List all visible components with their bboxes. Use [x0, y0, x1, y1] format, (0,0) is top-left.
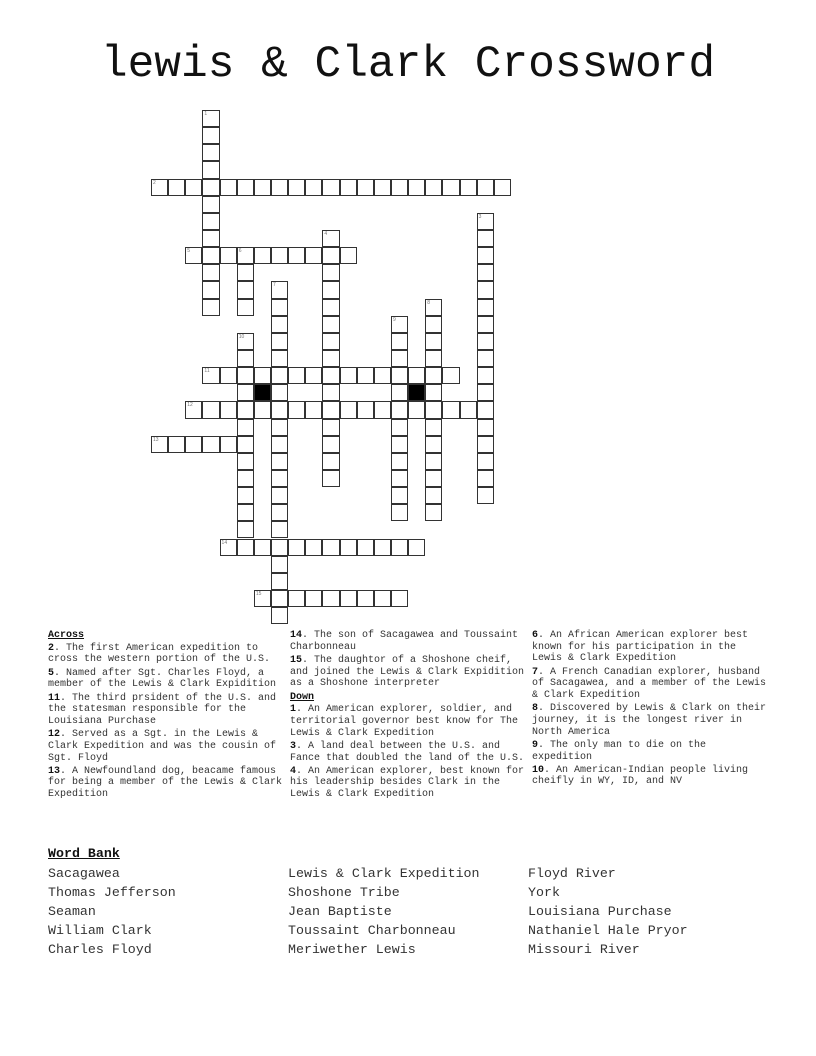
grid-cell[interactable]: [202, 110, 219, 127]
grid-cell[interactable]: [425, 487, 442, 504]
grid-cell[interactable]: [322, 419, 339, 436]
grid-cell[interactable]: [237, 367, 254, 384]
grid-cell[interactable]: [460, 179, 477, 196]
grid-cell[interactable]: [357, 401, 374, 418]
word-bank-item: Charles Floyd: [48, 942, 152, 957]
grid-cell[interactable]: [185, 179, 202, 196]
cell-number: 6: [238, 248, 242, 255]
grid-cell[interactable]: [477, 453, 494, 470]
down-clue-9: 9. The only man to die on the expedition: [532, 739, 707, 763]
word-bank-item: York: [528, 885, 560, 900]
grid-cell[interactable]: [442, 401, 459, 418]
grid-cell[interactable]: [322, 264, 339, 281]
grid-cell[interactable]: [305, 539, 322, 556]
across-clue-12: 12. Served as a Sgt. in the Lewis & Clark Expedition and was the cousin of Sgt. Floyd: [48, 729, 277, 764]
grid-cell[interactable]: [391, 470, 408, 487]
grid-cell[interactable]: [322, 470, 339, 487]
clue-number: 15: [290, 654, 303, 666]
grid-cell[interactable]: [322, 453, 339, 470]
grid-cell[interactable]: [357, 367, 374, 384]
cell-number: 15: [255, 590, 262, 597]
grid-cell[interactable]: [477, 230, 494, 247]
grid-cell[interactable]: [477, 213, 494, 230]
grid-cell[interactable]: [237, 333, 254, 350]
grid-cell[interactable]: [271, 333, 288, 350]
grid-cell[interactable]: [185, 436, 202, 453]
grid-cell[interactable]: [477, 299, 494, 316]
grid-cell[interactable]: [237, 521, 254, 538]
across-clue-15: 15. The daughtor of a Shoshone cheif, and joined the Lewis & Clark Expidition as a Shoshone interpreter: [290, 654, 525, 690]
grid-cell[interactable]: [305, 179, 322, 196]
grid-cell[interactable]: [391, 350, 408, 367]
grid-cell[interactable]: [254, 367, 271, 384]
grid-cell[interactable]: [271, 316, 288, 333]
grid-cell[interactable]: [202, 281, 219, 298]
grid-cell[interactable]: [477, 436, 494, 453]
grid-cell[interactable]: [305, 367, 322, 384]
grid-cell[interactable]: [271, 247, 288, 264]
grid-cell[interactable]: [237, 436, 254, 453]
grid-cell[interactable]: [391, 179, 408, 196]
grid-cell[interactable]: [374, 179, 391, 196]
grid-cell[interactable]: [151, 179, 168, 196]
grid-cell[interactable]: [271, 384, 288, 401]
clue-number: 3: [290, 740, 297, 752]
grid-cell[interactable]: [237, 401, 254, 418]
across-clue-5: 5. Named after Sgt. Charles Floyd, a member of the Lewis & Clark Expidition: [48, 667, 277, 691]
clue-number: 11: [48, 692, 61, 704]
grid-cell[interactable]: [271, 590, 288, 607]
word-bank-item: Sacagawea: [48, 866, 120, 881]
grid-cell[interactable]: [408, 367, 425, 384]
grid-cell[interactable]: [477, 333, 494, 350]
grid-cell[interactable]: [237, 504, 254, 521]
clue-column-3: [532, 630, 770, 790]
grid-cell[interactable]: [288, 401, 305, 418]
word-bank-item: Missouri River: [528, 942, 640, 957]
grid-cell[interactable]: [271, 573, 288, 590]
grid-cell[interactable]: [237, 247, 254, 264]
grid-cell[interactable]: [151, 436, 168, 453]
grid-cell[interactable]: [425, 179, 442, 196]
down-clue-10: 10. An American-Indian people living cheifly in WY, ID, and NV: [532, 764, 749, 788]
grid-cell[interactable]: [185, 401, 202, 418]
grid-cell[interactable]: [305, 247, 322, 264]
down-clue-3: 3. A land deal between the U.S. and Fance that doubled the land of the U.S.: [290, 740, 525, 764]
clue-number: 9: [532, 739, 539, 751]
grid-cell[interactable]: [322, 179, 339, 196]
grid-cell[interactable]: [425, 367, 442, 384]
grid-cell[interactable]: [237, 419, 254, 436]
clue-number: 2: [48, 642, 55, 654]
grid-cell[interactable]: [425, 401, 442, 418]
grid-cell[interactable]: [322, 316, 339, 333]
grid-cell[interactable]: [220, 247, 237, 264]
grid-cell[interactable]: [460, 401, 477, 418]
grid-cell[interactable]: [374, 401, 391, 418]
grid-cell[interactable]: [340, 247, 357, 264]
grid-cell[interactable]: [288, 367, 305, 384]
grid-cell[interactable]: [425, 470, 442, 487]
grid-cell[interactable]: [202, 127, 219, 144]
grid-cell[interactable]: [391, 384, 408, 401]
grid-cell[interactable]: [322, 281, 339, 298]
word-bank-item: Floyd River: [528, 866, 616, 881]
cell-number: 7: [272, 282, 276, 289]
grid-cell[interactable]: [185, 247, 202, 264]
grid-cell[interactable]: [202, 264, 219, 281]
grid-cell[interactable]: [202, 179, 219, 196]
grid-cell[interactable]: [494, 179, 511, 196]
cell-number: 14: [221, 539, 228, 546]
across-clue-11: 11. The third prsident of the U.S. and the statesman responsible for the Louisiana Purchase: [48, 692, 277, 727]
grid-cell[interactable]: [168, 436, 185, 453]
cell-number: 2: [153, 179, 156, 186]
grid-cell[interactable]: [391, 487, 408, 504]
clue-number: 1: [290, 704, 297, 716]
grid-cell[interactable]: [202, 436, 219, 453]
grid-cell[interactable]: [408, 539, 425, 556]
grid-cell[interactable]: [305, 401, 322, 418]
grid-cell[interactable]: [374, 590, 391, 607]
down-clue-7: 7. A French Canadian explorer, husband of Sacagawea, and a member of the Lewis & Clark Expedition: [532, 666, 767, 702]
grid-cell[interactable]: [288, 590, 305, 607]
grid-cell[interactable]: [322, 401, 339, 418]
clue-number: 14: [290, 630, 303, 641]
grid-cell[interactable]: [477, 419, 494, 436]
grid-cell[interactable]: [288, 539, 305, 556]
word-bank-heading: Word Bank: [48, 846, 120, 861]
word-bank-item: Jean Baptiste: [288, 904, 392, 919]
grid-cell[interactable]: [237, 179, 254, 196]
grid-cell[interactable]: [374, 367, 391, 384]
word-bank-item: Seaman: [48, 904, 96, 919]
grid-cell[interactable]: [220, 367, 237, 384]
grid-cell[interactable]: [237, 384, 254, 401]
grid-cell[interactable]: [271, 504, 288, 521]
grid-cell[interactable]: [322, 230, 339, 247]
grid-cell[interactable]: [168, 179, 185, 196]
clue-column-2: [290, 630, 528, 802]
grid-cell[interactable]: [425, 316, 442, 333]
grid-cell[interactable]: [477, 384, 494, 401]
grid-cell[interactable]: [322, 436, 339, 453]
clue-number: 10: [532, 764, 545, 776]
clue-column-1: [48, 630, 286, 802]
grid-cell[interactable]: [391, 333, 408, 350]
grid-cell[interactable]: [237, 487, 254, 504]
grid-cell[interactable]: [391, 504, 408, 521]
grid-cell[interactable]: [237, 470, 254, 487]
grid-cell[interactable]: [322, 384, 339, 401]
grid-cell[interactable]: [477, 264, 494, 281]
grid-cell[interactable]: [271, 350, 288, 367]
grid-cell[interactable]: [202, 213, 219, 230]
grid-cell[interactable]: [425, 419, 442, 436]
grid-cell[interactable]: [202, 247, 219, 264]
cell-number: 4: [324, 230, 328, 237]
grid-cell[interactable]: [477, 487, 494, 504]
clue-number: 4: [290, 765, 297, 777]
grid-cell[interactable]: [477, 401, 494, 418]
grid-cell[interactable]: [357, 539, 374, 556]
grid-cell[interactable]: [322, 590, 339, 607]
grid-cell[interactable]: [477, 179, 494, 196]
grid-cell[interactable]: [202, 196, 219, 213]
grid-cell[interactable]: [254, 539, 271, 556]
grid-cell[interactable]: [220, 539, 237, 556]
grid-cell[interactable]: [271, 556, 288, 573]
clue-number: 13: [48, 765, 61, 777]
word-bank-item: Louisiana Purchase: [528, 904, 672, 919]
grid-cell[interactable]: [425, 453, 442, 470]
grid-cell[interactable]: [220, 401, 237, 418]
word-bank-item: Thomas Jefferson: [48, 885, 176, 900]
grid-cell[interactable]: [237, 264, 254, 281]
word-bank-item: Toussaint Charbonneau: [288, 923, 456, 938]
grid-cell[interactable]: [322, 333, 339, 350]
grid-cell[interactable]: [477, 367, 494, 384]
grid-cell[interactable]: [254, 401, 271, 418]
grid-cell[interactable]: [271, 367, 288, 384]
grid-cell[interactable]: [220, 179, 237, 196]
grid-cell[interactable]: [237, 281, 254, 298]
word-bank-item: Shoshone Tribe: [288, 885, 400, 900]
grid-cell[interactable]: [202, 299, 219, 316]
down-clue-8: 8. Discovered by Lewis & Clark on their journey, it is the longest river in North America: [532, 703, 767, 738]
grid-cell[interactable]: [374, 539, 391, 556]
grid-cell[interactable]: [202, 161, 219, 178]
grid-cell[interactable]: [322, 247, 339, 264]
word-bank-item: Nathaniel Hale Pryor: [528, 923, 688, 938]
grid-cell[interactable]: [220, 436, 237, 453]
grid-cell[interactable]: [477, 316, 494, 333]
black-cell: [254, 384, 271, 401]
down-clue-1: 1. An American explorer, soldier, and territorial governor best know for The Lewis & Clark Expedition: [290, 704, 519, 739]
grid-cell[interactable]: [408, 401, 425, 418]
grid-cell[interactable]: [477, 247, 494, 264]
grid-cell[interactable]: [271, 436, 288, 453]
clue-number: 6: [532, 630, 539, 641]
grid-cell[interactable]: [271, 607, 288, 624]
grid-cell[interactable]: [357, 179, 374, 196]
word-bank-column-3: [528, 864, 688, 959]
grid-cell[interactable]: [357, 590, 374, 607]
grid-cell[interactable]: [391, 590, 408, 607]
grid-cell[interactable]: [237, 453, 254, 470]
grid-cell[interactable]: [271, 453, 288, 470]
grid-cell[interactable]: [271, 487, 288, 504]
grid-cell[interactable]: [442, 179, 459, 196]
grid-cell[interactable]: [271, 419, 288, 436]
grid-cell[interactable]: [425, 436, 442, 453]
cell-number: 10: [238, 333, 245, 340]
grid-cell[interactable]: [340, 401, 357, 418]
grid-cell[interactable]: [305, 590, 322, 607]
grid-cell[interactable]: [322, 299, 339, 316]
grid-cell[interactable]: [271, 521, 288, 538]
grid-cell[interactable]: [254, 590, 271, 607]
grid-cell[interactable]: [271, 281, 288, 298]
cell-number: 1: [204, 111, 208, 117]
grid-cell[interactable]: [391, 367, 408, 384]
cell-number: 13: [153, 436, 159, 443]
grid-cell[interactable]: [322, 367, 339, 384]
grid-cell[interactable]: [425, 299, 442, 316]
across-clue-2: 2. The first American expedition to cross the western portion of the U.S.: [48, 642, 271, 666]
page-title: lewis & Clark Crossword: [100, 40, 716, 90]
word-bank-item: Meriwether Lewis: [288, 942, 416, 957]
across-clue-13: 13. A Newfoundland dog, beacame famous for being a member of the Lewis & Clark Expedition: [48, 765, 283, 801]
grid-cell[interactable]: [391, 316, 408, 333]
clue-number: 8: [532, 703, 539, 715]
grid-cell[interactable]: [391, 419, 408, 436]
grid-cell[interactable]: [202, 367, 219, 384]
grid-cell[interactable]: [340, 590, 357, 607]
across-clue-14: 14. The son of Sacagawea and Toussaint Charbonneau: [290, 630, 519, 653]
grid-cell[interactable]: [288, 247, 305, 264]
word-bank-column-1: [48, 864, 176, 959]
grid-cell[interactable]: [271, 470, 288, 487]
grid-cell[interactable]: [391, 453, 408, 470]
grid-cell[interactable]: [271, 539, 288, 556]
clue-number: 5: [48, 667, 55, 679]
cell-number: 12: [187, 402, 193, 409]
grid-cell[interactable]: [202, 144, 219, 161]
word-bank-item: Lewis & Clark Expedition: [288, 866, 480, 881]
grid-cell[interactable]: [425, 350, 442, 367]
down-clue-6: 6. An African American explorer best known for his participation in the Lewis & Clark Expedition: [532, 630, 749, 665]
down-heading: Down: [290, 691, 315, 703]
grid-cell[interactable]: [322, 350, 339, 367]
across-heading: Across: [48, 630, 85, 641]
grid-cell[interactable]: [477, 281, 494, 298]
grid-cell[interactable]: [408, 179, 425, 196]
grid-cell[interactable]: [425, 504, 442, 521]
grid-cell[interactable]: [254, 247, 271, 264]
cell-number: 11: [204, 368, 210, 375]
grid-cell[interactable]: [237, 299, 254, 316]
grid-cell[interactable]: [237, 350, 254, 367]
grid-cell[interactable]: [202, 401, 219, 418]
cell-number: 3: [478, 213, 482, 220]
grid-cell[interactable]: [442, 367, 459, 384]
grid-cell[interactable]: [340, 179, 357, 196]
word-bank-column-2: [288, 864, 480, 959]
grid-cell[interactable]: [425, 333, 442, 350]
clue-number: 7: [532, 666, 539, 678]
grid-cell[interactable]: [271, 299, 288, 316]
grid-cell[interactable]: [340, 539, 357, 556]
grid-cell[interactable]: [477, 350, 494, 367]
grid-cell[interactable]: [202, 230, 219, 247]
grid-cell[interactable]: [322, 539, 339, 556]
word-bank-item: William Clark: [48, 923, 152, 938]
grid-cell[interactable]: [254, 179, 271, 196]
grid-cell[interactable]: [391, 401, 408, 418]
grid-cell[interactable]: [477, 470, 494, 487]
grid-cell[interactable]: [340, 367, 357, 384]
grid-cell[interactable]: [425, 384, 442, 401]
grid-cell[interactable]: [271, 179, 288, 196]
cell-number: 5: [187, 248, 191, 255]
grid-cell[interactable]: [391, 436, 408, 453]
cell-number: 8: [427, 299, 431, 306]
grid-cell[interactable]: [391, 539, 408, 556]
cell-number: 9: [392, 316, 396, 323]
down-clue-4: 4. An American explorer, best known for his leadership besides Clark in the Lewis & Clark Expedition: [290, 765, 525, 801]
grid-cell[interactable]: [288, 179, 305, 196]
grid-cell[interactable]: [237, 539, 254, 556]
grid-cell[interactable]: [271, 401, 288, 418]
clue-number: 12: [48, 729, 61, 741]
black-cell: [408, 384, 425, 401]
